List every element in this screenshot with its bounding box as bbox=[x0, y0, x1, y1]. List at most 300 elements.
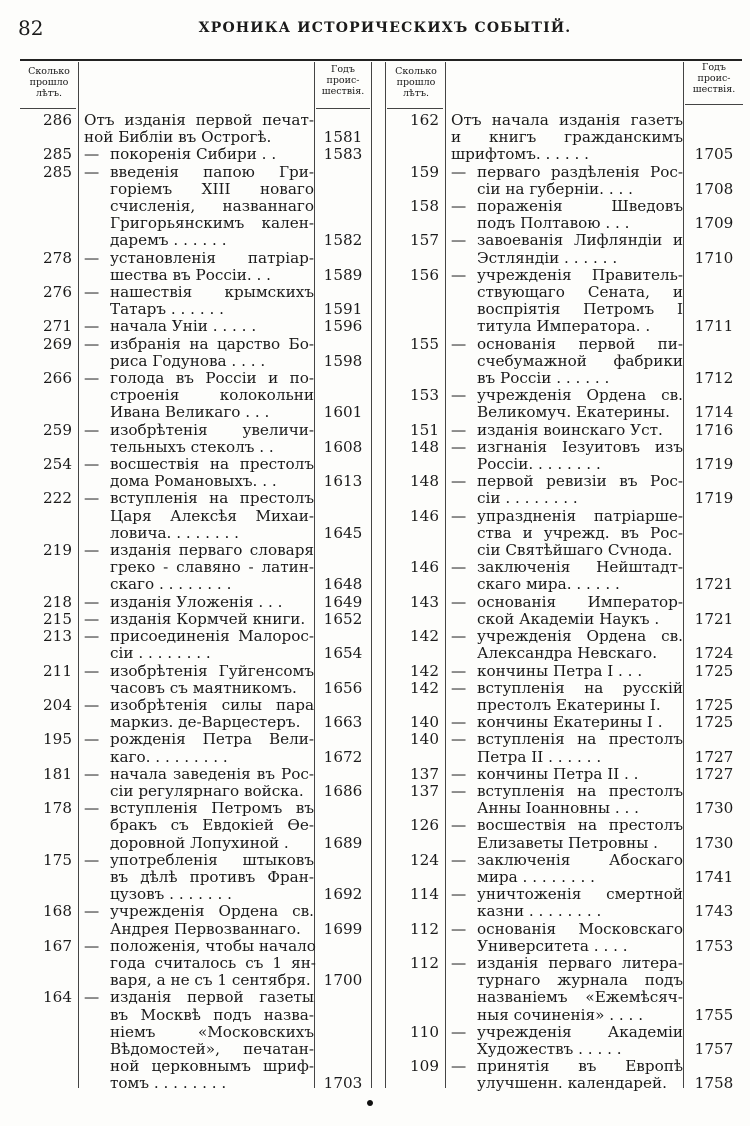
ditto-dash: — bbox=[451, 627, 467, 646]
event-line: ловича. . . . . . . . bbox=[110, 523, 239, 542]
event-description bbox=[78, 422, 314, 456]
table-row bbox=[385, 955, 745, 1024]
event-line: Отъ изданія первой печат- bbox=[84, 111, 314, 129]
event-description bbox=[445, 886, 683, 920]
table-row bbox=[20, 731, 372, 765]
event-year-value: 1672 bbox=[323, 747, 363, 766]
event-line: сіи регулярнаго войска. bbox=[110, 781, 304, 800]
table-row bbox=[20, 370, 372, 422]
event-year bbox=[314, 542, 372, 594]
event-line: заключенія Нейштадт- bbox=[477, 558, 683, 577]
years-elapsed: 213 bbox=[43, 627, 72, 646]
ditto-dash: — bbox=[84, 162, 100, 181]
event-line: сіи . . . . . . . . bbox=[110, 644, 211, 663]
years-elapsed: 259 bbox=[43, 420, 72, 439]
event-line: названіемъ «Ежемѣсяч- bbox=[477, 988, 683, 1007]
years-elapsed: 269 bbox=[43, 334, 72, 353]
table-row bbox=[20, 903, 372, 937]
years-elapsed: 167 bbox=[43, 936, 72, 955]
years-elapsed: 285 bbox=[43, 162, 72, 181]
page-ornament bbox=[367, 1100, 373, 1106]
event-line: основанія первой пи- bbox=[477, 334, 683, 353]
table-row bbox=[385, 680, 745, 714]
event-year bbox=[314, 766, 372, 800]
event-year-value: 1648 bbox=[323, 575, 363, 594]
event-description bbox=[445, 232, 683, 266]
ditto-dash: — bbox=[84, 850, 100, 869]
table-row bbox=[385, 112, 745, 164]
event-description bbox=[445, 921, 683, 955]
event-line: вступленія на престолъ bbox=[477, 730, 683, 749]
event-year-value: 1725 bbox=[694, 695, 734, 714]
table-row bbox=[385, 714, 745, 731]
event-year bbox=[314, 336, 372, 370]
ditto-dash: — bbox=[451, 386, 467, 405]
event-line: шрифтомъ. . . . . . bbox=[451, 145, 589, 164]
ditto-dash: — bbox=[451, 506, 467, 525]
table-row bbox=[20, 456, 372, 490]
event-line: введенія папою Гри- bbox=[110, 162, 314, 181]
years-elapsed: 146 bbox=[410, 558, 439, 577]
event-description bbox=[78, 628, 314, 662]
event-line: нашествія крымскихъ bbox=[110, 283, 314, 302]
ditto-dash: — bbox=[451, 953, 467, 972]
event-description bbox=[445, 473, 683, 507]
event-year-value: 1686 bbox=[323, 781, 363, 800]
event-line: въ дѣлѣ противъ Фран- bbox=[110, 867, 314, 886]
table-row bbox=[385, 164, 745, 198]
event-lines bbox=[477, 439, 683, 473]
event-line: перваго раздѣленія Рос- bbox=[477, 162, 683, 181]
top-rule bbox=[20, 59, 742, 61]
years-elapsed: 286 bbox=[43, 111, 72, 129]
event-line: Александра Невскаго. bbox=[477, 644, 658, 663]
event-lines bbox=[110, 611, 314, 628]
event-line: престолъ Екатерины I. bbox=[477, 695, 661, 714]
event-year bbox=[683, 817, 745, 851]
event-year-value: 1721 bbox=[694, 575, 734, 594]
event-lines bbox=[110, 542, 314, 594]
event-line: счисленія, названнаго bbox=[110, 197, 314, 216]
event-line: изобрѣтенія Гуйгенсомъ bbox=[110, 661, 314, 680]
table-row bbox=[20, 146, 372, 163]
event-lines bbox=[477, 422, 683, 439]
event-year-value: 1649 bbox=[323, 592, 363, 611]
years-elapsed: 222 bbox=[43, 489, 72, 508]
event-line: Великомуч. Екатерины. bbox=[477, 403, 670, 422]
event-year bbox=[314, 250, 372, 284]
event-line: кончины Петра II . . bbox=[477, 764, 639, 783]
event-line: установленія патріар- bbox=[110, 248, 314, 267]
table-row bbox=[385, 559, 745, 593]
event-line: Россіи. . . . . . . . bbox=[477, 455, 601, 474]
event-lines bbox=[477, 387, 683, 421]
event-year bbox=[683, 198, 745, 232]
event-lines bbox=[477, 508, 683, 560]
event-year bbox=[314, 731, 372, 765]
event-line: вступленія Петромъ въ bbox=[110, 799, 314, 818]
event-description bbox=[445, 508, 683, 560]
ditto-dash: — bbox=[84, 455, 100, 474]
event-lines bbox=[110, 146, 314, 163]
years-elapsed: 142 bbox=[410, 661, 439, 680]
event-year-value: 1714 bbox=[694, 403, 734, 422]
event-line: употребленія штыковъ bbox=[110, 850, 314, 869]
event-lines bbox=[477, 594, 683, 628]
event-lines bbox=[84, 112, 314, 146]
rows-left bbox=[20, 112, 372, 1093]
event-line: вступленія на русскій bbox=[477, 678, 683, 697]
table-row bbox=[20, 336, 372, 370]
ditto-dash: — bbox=[451, 885, 467, 904]
years-elapsed: 211 bbox=[43, 661, 72, 680]
header-event-year: Годъ проис- шествія. bbox=[692, 62, 736, 95]
years-elapsed: 124 bbox=[410, 850, 439, 869]
table-row bbox=[385, 663, 745, 680]
ditto-dash: — bbox=[84, 420, 100, 439]
event-year-value: 1582 bbox=[323, 231, 363, 250]
event-line: улучшенн. календарей. bbox=[477, 1074, 667, 1093]
event-year bbox=[314, 164, 372, 250]
event-description bbox=[78, 731, 314, 765]
table-row bbox=[20, 697, 372, 731]
event-line: пораженія Шведовъ bbox=[477, 197, 683, 216]
event-year-value: 1689 bbox=[323, 833, 363, 852]
event-line: кончины Петра I . . . bbox=[477, 661, 643, 680]
table-row bbox=[20, 422, 372, 456]
event-lines bbox=[477, 714, 683, 731]
event-lines bbox=[110, 989, 314, 1092]
event-line: сіи Святѣйшаго Сѵнода. bbox=[477, 541, 673, 560]
event-year-value: 1700 bbox=[323, 971, 363, 990]
event-lines bbox=[110, 731, 314, 765]
event-line: часовъ съ маятникомъ. bbox=[110, 678, 297, 697]
event-year-value: 1652 bbox=[323, 609, 363, 628]
event-description bbox=[78, 800, 314, 852]
years-elapsed: 219 bbox=[43, 541, 72, 560]
event-year bbox=[683, 628, 745, 662]
event-description bbox=[445, 766, 683, 783]
event-year bbox=[683, 955, 745, 1024]
years-elapsed: 285 bbox=[43, 145, 72, 164]
years-elapsed: 148 bbox=[410, 437, 439, 456]
ditto-dash: — bbox=[451, 231, 467, 250]
table-row bbox=[20, 766, 372, 800]
ditto-dash: — bbox=[451, 265, 467, 284]
event-lines bbox=[477, 336, 683, 388]
event-description bbox=[445, 439, 683, 473]
event-year bbox=[683, 232, 745, 266]
years-elapsed: 137 bbox=[410, 764, 439, 783]
years-elapsed: 148 bbox=[410, 472, 439, 491]
event-year bbox=[683, 783, 745, 817]
years-elapsed: 143 bbox=[410, 592, 439, 611]
event-year-value: 1719 bbox=[694, 489, 734, 508]
event-line: маркиз. де-Варцестеръ. bbox=[110, 713, 301, 732]
table-row bbox=[385, 422, 745, 439]
event-line: скаго мира. . . . . . bbox=[477, 575, 620, 594]
ditto-dash: — bbox=[84, 627, 100, 646]
years-elapsed: 157 bbox=[410, 231, 439, 250]
event-description bbox=[78, 542, 314, 594]
event-line: варя, а не съ 1 сентября. bbox=[110, 971, 311, 990]
event-year-value: 1716 bbox=[694, 420, 734, 439]
ditto-dash: — bbox=[451, 592, 467, 611]
event-line: рожденія Петра Вели- bbox=[110, 730, 314, 749]
event-lines bbox=[477, 766, 683, 783]
years-elapsed: 112 bbox=[410, 953, 439, 972]
event-lines bbox=[477, 817, 683, 851]
event-year bbox=[683, 439, 745, 473]
event-year bbox=[683, 336, 745, 388]
event-description bbox=[445, 663, 683, 680]
event-line: изданія перваго словаря bbox=[110, 541, 314, 560]
table-row bbox=[20, 318, 372, 335]
ditto-dash: — bbox=[84, 317, 100, 336]
event-line: изданія первой газеты bbox=[110, 988, 314, 1007]
table-row bbox=[20, 542, 372, 594]
ditto-dash: — bbox=[451, 730, 467, 749]
table-row bbox=[20, 594, 372, 611]
event-year bbox=[314, 456, 372, 490]
years-elapsed: 266 bbox=[43, 369, 72, 388]
header-rule bbox=[20, 108, 76, 109]
event-year bbox=[314, 663, 372, 697]
ditto-dash: — bbox=[84, 661, 100, 680]
event-lines bbox=[477, 198, 683, 232]
event-line: бракъ съ Евдокіей Ѳе- bbox=[110, 816, 314, 835]
event-line: дома Романовыхъ. . . bbox=[110, 472, 277, 491]
years-elapsed: 110 bbox=[410, 1022, 439, 1041]
event-description bbox=[445, 267, 683, 336]
event-description bbox=[445, 387, 683, 421]
event-description bbox=[78, 938, 314, 990]
event-line: изгнанія Іезуитовъ изъ bbox=[477, 437, 683, 456]
event-lines bbox=[477, 680, 683, 714]
event-line: цузовъ . . . . . . . bbox=[110, 885, 232, 904]
event-lines bbox=[110, 336, 314, 370]
event-year-value: 1727 bbox=[694, 764, 734, 783]
event-line: ства и учрежд. въ Рос- bbox=[477, 523, 683, 542]
event-line: Татаръ . . . . . . bbox=[110, 300, 224, 319]
event-line: завоеванія Лифляндіи и bbox=[477, 231, 683, 250]
ditto-dash: — bbox=[84, 489, 100, 508]
table-row bbox=[20, 663, 372, 697]
years-elapsed: 112 bbox=[410, 919, 439, 938]
event-year-value: 1589 bbox=[323, 265, 363, 284]
event-year bbox=[683, 508, 745, 560]
event-line: основанія Император- bbox=[477, 592, 683, 611]
event-description bbox=[78, 456, 314, 490]
event-line: и книгъ гражданскимъ bbox=[451, 128, 683, 147]
event-description bbox=[445, 594, 683, 628]
event-year-value: 1725 bbox=[694, 661, 734, 680]
ditto-dash: — bbox=[84, 799, 100, 818]
event-year bbox=[683, 422, 745, 439]
event-line: въ Россіи . . . . . . bbox=[477, 369, 610, 388]
event-year-value: 1708 bbox=[694, 179, 734, 198]
event-year bbox=[683, 1058, 745, 1092]
event-description bbox=[445, 731, 683, 765]
event-year-value: 1755 bbox=[694, 1005, 734, 1024]
event-year-value: 1743 bbox=[694, 902, 734, 921]
event-year bbox=[683, 164, 745, 198]
event-lines bbox=[110, 594, 314, 611]
event-line: счебумажной фабрики bbox=[477, 351, 683, 370]
event-line: сіи . . . . . . . . bbox=[477, 489, 578, 508]
event-description bbox=[78, 284, 314, 318]
table-row bbox=[385, 921, 745, 955]
event-year bbox=[683, 714, 745, 731]
years-elapsed: 218 bbox=[43, 592, 72, 611]
years-elapsed: 168 bbox=[43, 902, 72, 921]
event-line: вступленія на престолъ bbox=[110, 489, 314, 508]
years-elapsed: 162 bbox=[410, 111, 439, 129]
event-year bbox=[314, 112, 372, 146]
ditto-dash: — bbox=[451, 558, 467, 577]
event-year bbox=[683, 594, 745, 628]
table-row bbox=[385, 1024, 745, 1058]
years-elapsed: 153 bbox=[410, 386, 439, 405]
ditto-dash: — bbox=[84, 609, 100, 628]
event-description bbox=[445, 559, 683, 593]
table-row bbox=[385, 508, 745, 560]
event-year bbox=[683, 886, 745, 920]
event-description bbox=[445, 714, 683, 731]
event-lines bbox=[110, 903, 314, 937]
event-year bbox=[683, 267, 745, 336]
event-year bbox=[314, 938, 372, 990]
event-line: томъ . . . . . . . . bbox=[110, 1074, 227, 1093]
event-description bbox=[445, 422, 683, 439]
event-lines bbox=[477, 1058, 683, 1092]
event-lines bbox=[477, 663, 683, 680]
years-elapsed: 114 bbox=[410, 885, 439, 904]
event-line: ныя сочиненія» . . . . bbox=[477, 1005, 644, 1024]
event-lines bbox=[451, 112, 683, 164]
years-elapsed: 278 bbox=[43, 248, 72, 267]
header-event-year: Годъ проис- шествія. bbox=[321, 64, 365, 97]
event-line: строенія колокольни bbox=[110, 386, 314, 405]
ditto-dash: — bbox=[451, 661, 467, 680]
event-line: доровной Лопухиной . bbox=[110, 833, 289, 852]
event-year-value: 1719 bbox=[694, 455, 734, 474]
event-line: Вѣдомостей», печатан- bbox=[110, 1039, 314, 1058]
ditto-dash: — bbox=[84, 248, 100, 267]
event-description bbox=[78, 490, 314, 542]
event-line: учрежденія Академіи bbox=[477, 1022, 683, 1041]
table-row bbox=[20, 611, 372, 628]
event-line: Елизаветы Петровны . bbox=[477, 833, 658, 852]
ditto-dash: — bbox=[451, 919, 467, 938]
page-number: 82 bbox=[18, 16, 44, 40]
table-row bbox=[20, 164, 372, 250]
event-description bbox=[445, 1058, 683, 1092]
event-year bbox=[314, 611, 372, 628]
event-line: турнаго журнала подъ bbox=[477, 971, 683, 990]
event-line: Отъ начала изданія газетъ bbox=[451, 111, 683, 129]
event-description bbox=[78, 250, 314, 284]
event-line: каго. . . . . . . . . bbox=[110, 747, 228, 766]
event-year bbox=[314, 800, 372, 852]
years-elapsed: 146 bbox=[410, 506, 439, 525]
years-elapsed: 254 bbox=[43, 455, 72, 474]
event-line: скаго . . . . . . . . bbox=[110, 575, 232, 594]
event-description bbox=[445, 164, 683, 198]
event-lines bbox=[477, 628, 683, 662]
event-line: тельныхъ стеколъ . . bbox=[110, 437, 274, 456]
years-elapsed: 175 bbox=[43, 850, 72, 869]
header-years-elapsed: Сколько прошло лѣтъ. bbox=[395, 66, 437, 99]
event-lines bbox=[477, 852, 683, 886]
years-elapsed: 151 bbox=[410, 420, 439, 439]
event-year bbox=[314, 697, 372, 731]
event-year bbox=[314, 989, 372, 1092]
event-description bbox=[78, 663, 314, 697]
event-year-value: 1699 bbox=[323, 919, 363, 938]
event-lines bbox=[110, 456, 314, 490]
header-years-elapsed: Сколько прошло лѣтъ. bbox=[28, 66, 70, 99]
event-line: греко - славяно - латин- bbox=[110, 558, 314, 577]
event-lines bbox=[477, 731, 683, 765]
ditto-dash: — bbox=[451, 162, 467, 181]
event-description bbox=[78, 164, 314, 250]
ditto-dash: — bbox=[451, 781, 467, 800]
event-year bbox=[314, 318, 372, 335]
table-row bbox=[385, 232, 745, 266]
event-year-value: 1725 bbox=[694, 713, 734, 732]
event-line: основанія Московскаго bbox=[477, 919, 683, 938]
event-description bbox=[445, 817, 683, 851]
ditto-dash: — bbox=[451, 678, 467, 697]
event-line: ной Библіи въ Острогѣ. bbox=[84, 128, 272, 147]
years-elapsed: 137 bbox=[410, 781, 439, 800]
ditto-dash: — bbox=[84, 334, 100, 353]
event-year-value: 1711 bbox=[694, 317, 734, 336]
event-lines bbox=[110, 490, 314, 542]
table-row bbox=[385, 473, 745, 507]
event-year-value: 1613 bbox=[323, 472, 363, 491]
years-elapsed: 109 bbox=[410, 1057, 439, 1076]
event-lines bbox=[110, 250, 314, 284]
event-lines bbox=[110, 318, 314, 335]
event-description bbox=[445, 680, 683, 714]
event-line: восшествія на престолъ bbox=[110, 455, 314, 474]
event-year bbox=[314, 370, 372, 422]
event-line: Эстляндіи . . . . . . bbox=[477, 248, 618, 267]
years-elapsed: 181 bbox=[43, 764, 72, 783]
event-line: учрежденія Ордена св. bbox=[110, 902, 314, 921]
event-year-value: 1753 bbox=[694, 936, 734, 955]
event-lines bbox=[477, 921, 683, 955]
event-line: первой ревизіи въ Рос- bbox=[477, 472, 683, 491]
event-year-value: 1705 bbox=[694, 145, 734, 164]
event-lines bbox=[477, 232, 683, 266]
event-year bbox=[683, 559, 745, 593]
event-line: присоединенія Малорос- bbox=[110, 627, 314, 646]
event-line: вступленія на престолъ bbox=[477, 781, 683, 800]
event-year-value: 1591 bbox=[323, 300, 363, 319]
event-lines bbox=[110, 938, 316, 990]
event-description bbox=[78, 594, 314, 611]
ditto-dash: — bbox=[84, 764, 100, 783]
table-row bbox=[385, 817, 745, 851]
event-description bbox=[78, 766, 314, 800]
event-year-value: 1656 bbox=[323, 678, 363, 697]
table-row bbox=[20, 112, 372, 146]
event-line: восшествія на престолъ bbox=[477, 816, 683, 835]
ditto-dash: — bbox=[84, 592, 100, 611]
